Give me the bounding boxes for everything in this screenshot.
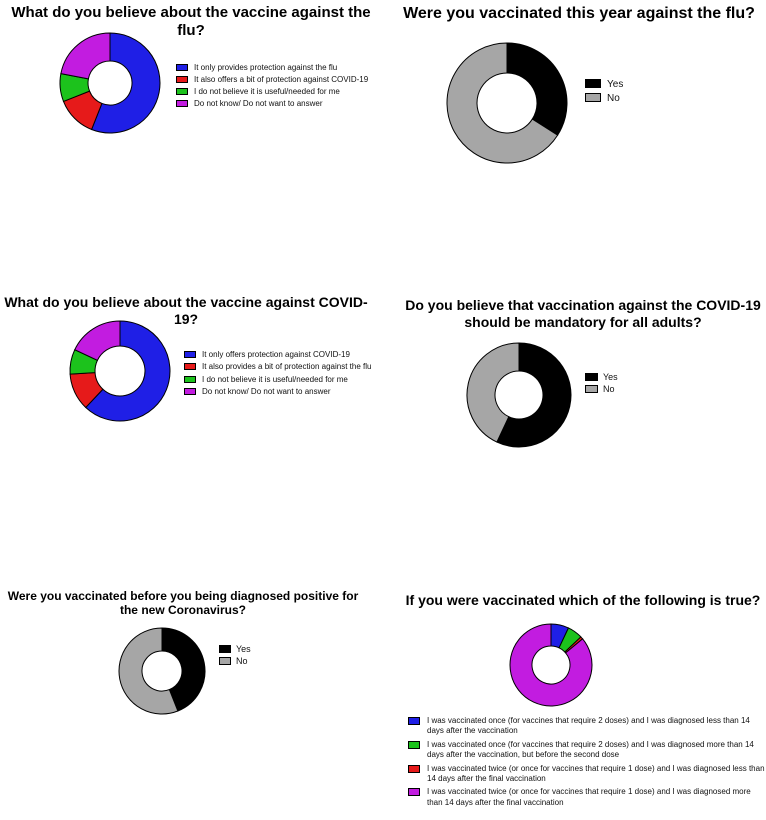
chart-legend [585, 78, 685, 105]
legend-swatch [585, 93, 601, 102]
legend-swatch [408, 765, 420, 773]
chart-legend [585, 372, 685, 395]
legend-label: Do not know/ Do not want to answer [194, 98, 323, 108]
legend-swatch [176, 100, 188, 107]
legend-label: I was vaccinated twice (or once for vaccines that require 1 dose) and I was diagnosed more than 14 days after the final vaccination [427, 787, 751, 807]
legend-swatch [585, 79, 601, 88]
legend-item [408, 787, 766, 808]
legend-swatch [176, 64, 188, 71]
legend-label: I was vaccinated once (for vaccines that require 2 doses) and I was diagnosed less than 14 days after the vaccination [427, 716, 750, 736]
pie-slice [507, 43, 567, 135]
chart-legend [184, 350, 384, 398]
legend-swatch [408, 741, 420, 749]
legend-item [408, 764, 766, 785]
chart-title: Were you vaccinated this year against the flu? [403, 5, 755, 22]
chart-title: Were you vaccinated before you being diagnosed positive for the new Coronavirus? [7, 589, 359, 618]
legend-label: No [607, 93, 620, 104]
legend-item [176, 63, 386, 73]
legend-label: It only provides protection against the flu [194, 63, 338, 72]
legend-label: Do not know/ Do not want to answer [202, 387, 331, 397]
legend-item [585, 372, 685, 384]
legend-label: I was vaccinated once (for vaccines that require 2 doses) and I was diagnosed more than 14 days after the vaccination, but before the second dose [427, 739, 754, 760]
legend-item [585, 384, 685, 396]
legend-swatch [176, 88, 188, 95]
donut-chart [0, 0, 1, 1]
chart-title: What do you believe about the vaccine against the flu? [11, 4, 371, 39]
legend-item [176, 87, 386, 97]
legend-label: It also provides a bit of protection against the flu [202, 362, 372, 372]
chart-legend [219, 644, 319, 667]
legend-item [176, 75, 386, 85]
legend-swatch [219, 645, 231, 653]
chart-title: If you were vaccinated which of the following is true? [405, 592, 761, 608]
legend-swatch [408, 788, 420, 796]
legend-label: I do not believe it is useful/needed for me [202, 374, 348, 384]
legend-swatch [585, 373, 598, 381]
legend-swatch [219, 657, 231, 665]
legend-label: No [603, 383, 615, 394]
legend-item [219, 644, 319, 656]
chart-legend [408, 716, 766, 808]
legend-label: No [236, 655, 248, 666]
legend-item [184, 387, 384, 397]
legend-item [408, 716, 766, 737]
legend-swatch [184, 351, 196, 358]
legend-item [585, 78, 685, 91]
legend-label: Yes [236, 644, 251, 654]
legend-item [184, 375, 384, 385]
legend-item [184, 362, 384, 372]
legend-item [219, 656, 319, 668]
legend-swatch [184, 388, 196, 395]
legend-label: I do not believe it is useful/needed for me [194, 86, 340, 96]
legend-label: It only offers protection against COVID-19 [202, 350, 350, 359]
legend-swatch [408, 717, 420, 725]
legend-label: Yes [603, 372, 618, 382]
chart-legend [176, 63, 386, 109]
legend-swatch [184, 363, 196, 370]
legend-item [408, 740, 766, 761]
legend-item [184, 350, 384, 360]
legend-label: Yes [607, 79, 624, 90]
chart-title: Do you believe that vaccination against the COVID-19 should be mandatory for all adults? [405, 297, 761, 330]
legend-swatch [176, 76, 188, 83]
legend-item [176, 99, 386, 109]
legend-label: I was vaccinated twice (or once for vaccines that require 1 dose) and I was diagnosed less than 14 days after the final vaccination [427, 763, 765, 783]
legend-item [585, 92, 685, 105]
chart-title: What do you believe about the vaccine against COVID-19? [4, 294, 368, 327]
legend-label: It also offers a bit of protection against COVID-19 [194, 74, 369, 84]
legend-swatch [585, 385, 598, 393]
legend-swatch [184, 376, 196, 383]
